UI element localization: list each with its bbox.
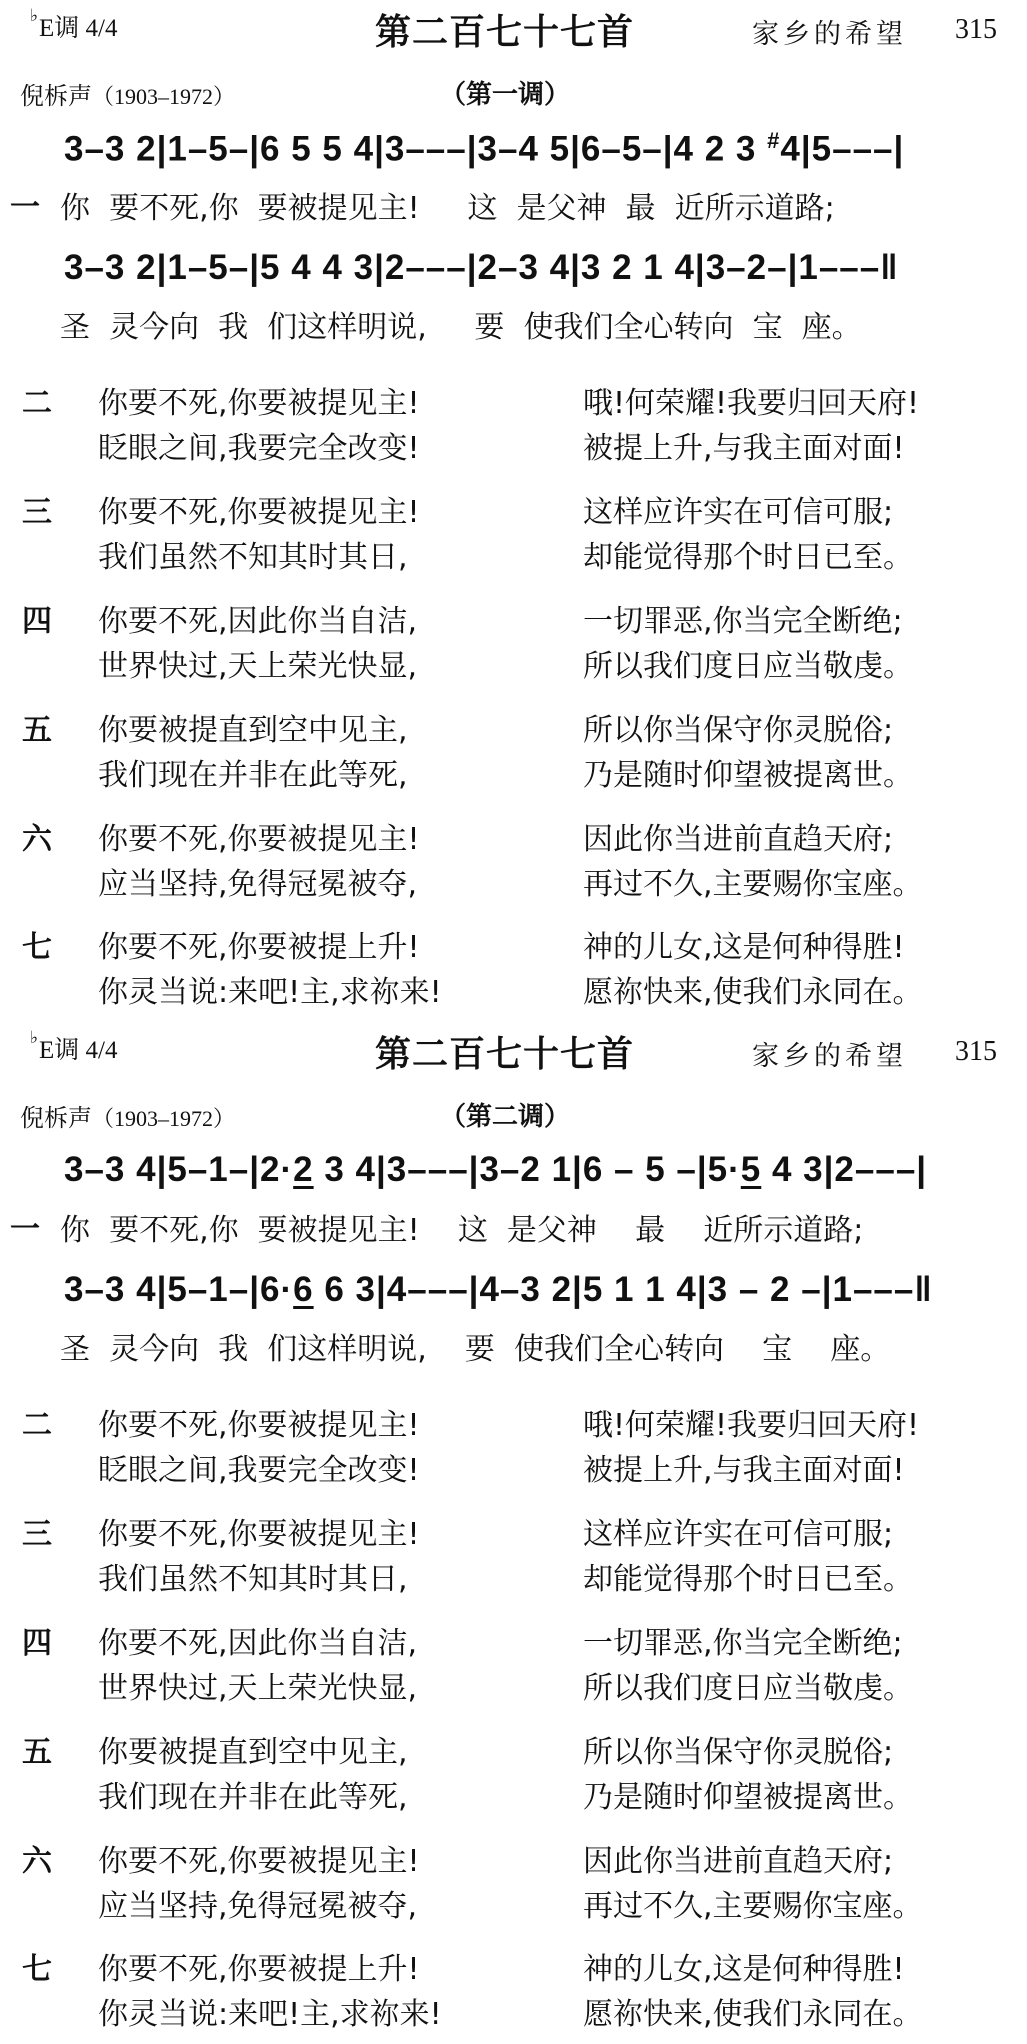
verse-text: 这样应许实在可信可服; <box>583 495 894 530</box>
verse-text: 你要不死,你要被提见主! <box>98 1517 420 1552</box>
verse-text: 乃是随时仰望被提离世。 <box>583 1780 913 1815</box>
verse-text: 却能觉得那个时日已至。 <box>583 1562 913 1597</box>
verse-number: 六 <box>22 822 52 857</box>
verse-text: 我们虽然不知其时其日, <box>98 540 408 575</box>
verse <box>0 922 1027 1022</box>
verse-text: 应当坚持,免得冠冕被夺, <box>98 1889 418 1924</box>
notes-segment: 3–3 4|5–1–|6· <box>64 1270 294 1309</box>
verse-text: 被提上升,与我主面对面! <box>583 431 905 466</box>
hymn-title: 第二百七十七首 <box>375 12 635 53</box>
verse <box>0 814 1027 914</box>
verse <box>0 1944 1027 2044</box>
notation-line-1 <box>64 128 904 170</box>
verse-number: 一 <box>10 190 40 225</box>
notes-segment: 4|5–––| <box>780 129 905 169</box>
verse-text: 你要不死,你要被提上升! <box>98 1952 420 1987</box>
verse <box>0 1509 1027 1609</box>
verse-text: 哦!何荣耀!我要归回天府! <box>583 1408 920 1443</box>
verse-number: 三 <box>22 495 52 530</box>
verse-text: 被提上升,与我主面对面! <box>583 1453 905 1488</box>
lyric-line-1: 你 要不死,你 要被提见主! 这 是父神 最 近所示道路; <box>60 1213 864 1248</box>
verse-text: 所以我们度日应当敬虔。 <box>583 1671 913 1706</box>
verse-text: 应当坚持,免得冠冕被夺, <box>98 867 418 902</box>
verse-text: 世界快过,天上荣光快显, <box>98 649 418 684</box>
verse-number: 四 <box>22 1626 52 1661</box>
underlined-note: 5 <box>740 1150 762 1189</box>
notes-segment: 3–3 4|5–1–|2· <box>64 1150 294 1189</box>
verse-text: 你要不死,你要被提上升! <box>98 930 420 965</box>
notation-line-2: 3–3 2|1–5–|5 4 4 3|2–––|2–3 4|3 2 1 4|3–2–|1–––‖ <box>64 248 899 287</box>
notes-segment: 3–3 2|1–5–|6 5 5 4|3–––|3–4 5|6–5–|4 2 3 <box>64 129 768 169</box>
key-signature <box>30 5 118 44</box>
verse <box>0 378 1027 478</box>
verse-number: 二 <box>22 386 52 421</box>
verse-text: 一切罪恶,你当完全断绝; <box>583 1626 903 1661</box>
notation-line-2 <box>64 1270 933 1310</box>
notes-segment: 3 4|3–––|3–2 1|6 – 5 –|5· <box>313 1150 741 1189</box>
verse <box>0 1400 1027 1500</box>
sharp-sign: # <box>767 128 781 153</box>
verse-text: 你灵当说:来吧!主,求祢来! <box>98 975 442 1010</box>
notes-segment: 4 3|2–––| <box>761 1150 928 1189</box>
verse-text: 所以我们度日应当敬虔。 <box>583 649 913 684</box>
verse-text: 我们虽然不知其时其日, <box>98 1562 408 1597</box>
verse-text: 你要不死,你要被提见主! <box>98 386 420 421</box>
hymn-title: 第二百七十七首 <box>375 1034 635 1075</box>
verse-text: 却能觉得那个时日已至。 <box>583 540 913 575</box>
verse-text: 因此你当进前直趋天府; <box>583 1844 894 1879</box>
lyric-line-1: 你 要不死,你 要被提见主! 这 是父神 最 近所示道路; <box>60 191 835 226</box>
verse <box>0 705 1027 805</box>
verse-text: 愿祢快来,使我们永同在。 <box>583 975 923 1010</box>
verse <box>0 1727 1027 1827</box>
tune-label: （第一调） <box>440 80 571 110</box>
verse-text: 乃是随时仰望被提离世。 <box>583 758 913 793</box>
key-signature <box>30 1027 118 1066</box>
verse-text: 你要不死,因此你当自洁, <box>98 604 418 639</box>
key-text: E调 4/4 <box>39 15 118 42</box>
author-years: （1903–1972） <box>92 1106 236 1131</box>
collection-name: 家乡的希望 <box>752 1041 907 1072</box>
verse-text: 神的儿女,这是何种得胜! <box>583 930 905 965</box>
verse-text: 世界快过,天上荣光快显, <box>98 1671 418 1706</box>
hymn-section-tune-2 <box>0 1022 1027 2043</box>
verse-text: 愿祢快来,使我们永同在。 <box>583 1997 923 2032</box>
author <box>20 1098 235 1133</box>
hymn-number: 315 <box>955 1036 997 1067</box>
verse-text: 你要被提直到空中见主, <box>98 713 408 748</box>
flat-sign: ♭ <box>30 1027 39 1047</box>
verse-number: 七 <box>22 930 52 965</box>
verse-text: 你要不死,你要被提见主! <box>98 822 420 857</box>
verse-text: 一切罪恶,你当完全断绝; <box>583 604 903 639</box>
verse-text: 因此你当进前直趋天府; <box>583 822 894 857</box>
key-text: E调 4/4 <box>39 1037 118 1064</box>
notation-line-1 <box>64 1150 927 1190</box>
verse <box>0 487 1027 587</box>
verse-text: 哦!何荣耀!我要归回天府! <box>583 386 920 421</box>
verse-text: 所以你当保守你灵脱俗; <box>583 713 894 748</box>
flat-sign: ♭ <box>30 5 39 25</box>
author-name: 倪柝声 <box>20 1104 92 1132</box>
verse-number: 二 <box>22 1408 52 1443</box>
verse-number: 一 <box>10 1212 40 1247</box>
author-name: 倪柝声 <box>20 82 92 110</box>
verse-text: 你要不死,你要被提见主! <box>98 1408 420 1443</box>
verse-number: 六 <box>22 1844 52 1879</box>
verse-text: 你灵当说:来吧!主,求祢来! <box>98 1997 442 2032</box>
underlined-note: 6 <box>293 1270 314 1309</box>
verse <box>0 1836 1027 1936</box>
verse-text: 再过不久,主要赐你宝座。 <box>583 867 923 902</box>
verse-text: 神的儿女,这是何种得胜! <box>583 1952 905 1987</box>
verse-text: 你要不死,因此你当自洁, <box>98 1626 418 1661</box>
hymn-number: 315 <box>955 14 997 45</box>
notes-segment: 6 3|4–––|4–3 2|5 1 1 4|3 – 2 –|1–––‖ <box>313 1270 933 1309</box>
author <box>20 76 235 111</box>
verse-text: 眨眼之间,我要完全改变! <box>98 431 420 466</box>
verse <box>0 1618 1027 1718</box>
collection-name: 家乡的希望 <box>752 19 907 50</box>
verse-text: 你要不死,你要被提见主! <box>98 495 420 530</box>
verse-number: 三 <box>22 1517 52 1552</box>
verse-text: 眨眼之间,我要完全改变! <box>98 1453 420 1488</box>
verse-text: 你要不死,你要被提见主! <box>98 1844 420 1879</box>
lyric-line-2: 圣 灵今向 我 们这样明说, 要 使我们全心转向 宝 座。 <box>60 310 862 345</box>
verse-number: 五 <box>22 1735 52 1770</box>
verse-text: 我们现在并非在此等死, <box>98 758 408 793</box>
verse-text: 这样应许实在可信可服; <box>583 1517 894 1552</box>
verse-number: 七 <box>22 1952 52 1987</box>
verse-text: 再过不久,主要赐你宝座。 <box>583 1889 923 1924</box>
verse-text: 我们现在并非在此等死, <box>98 1780 408 1815</box>
verse-number: 五 <box>22 713 52 748</box>
lyric-line-2: 圣 灵今向 我 们这样明说, 要 使我们全心转向 宝 座。 <box>60 1332 891 1367</box>
underlined-note: 2 <box>293 1150 314 1189</box>
verse-text: 所以你当保守你灵脱俗; <box>583 1735 894 1770</box>
hymn-section-tune-1 <box>0 0 1027 1021</box>
verse-text: 你要被提直到空中见主, <box>98 1735 408 1770</box>
verse-number: 四 <box>22 604 52 639</box>
verse <box>0 596 1027 696</box>
author-years: （1903–1972） <box>92 84 236 109</box>
tune-label: （第二调） <box>440 1102 571 1132</box>
